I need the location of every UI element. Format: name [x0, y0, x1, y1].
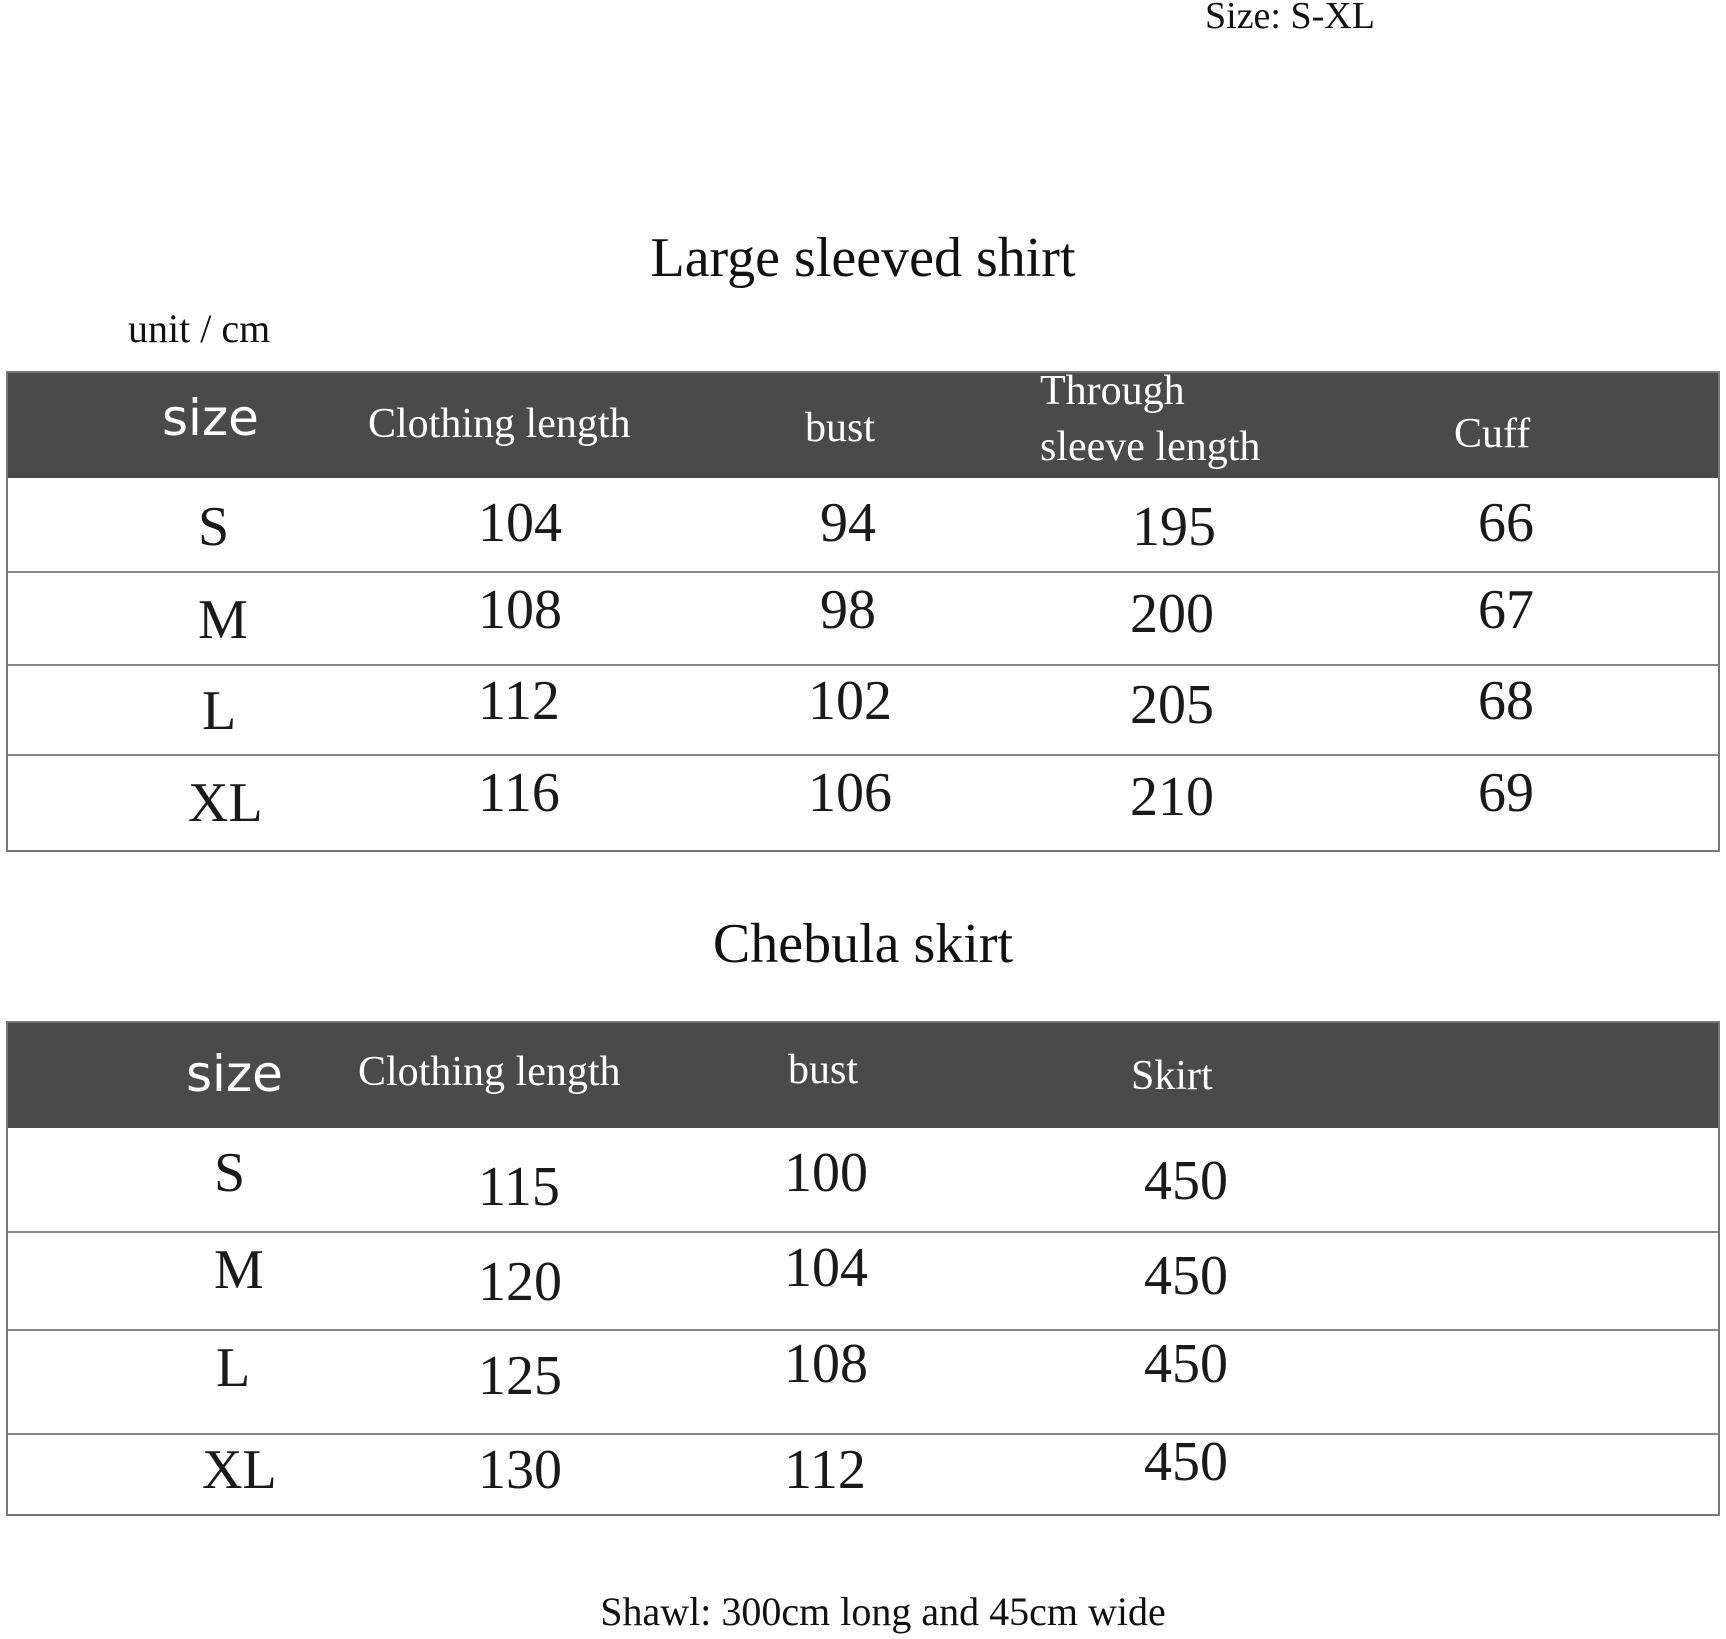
table-header [8, 368, 1718, 478]
cell-size: M [214, 1239, 264, 1301]
cell-clothing-length: 104 [478, 492, 562, 554]
cell-clothing-length: 116 [478, 762, 560, 824]
shawl-note: Shawl: 300cm long and 45cm wide [600, 1589, 1166, 1634]
table-row [8, 1433, 1718, 1516]
table-row [8, 664, 1718, 756]
cell-bust: 98 [820, 579, 876, 641]
cell-clothing-length: 125 [478, 1345, 562, 1407]
cell-bust: 108 [784, 1333, 868, 1395]
cell-bust: 104 [784, 1237, 868, 1299]
skirt-size-table [6, 1021, 1720, 1516]
table-row [8, 1231, 1718, 1331]
cell-size: S [198, 496, 230, 558]
cell-clothing-length: 120 [478, 1251, 562, 1313]
cell-clothing-length: 115 [478, 1156, 560, 1218]
cell-bust: 102 [808, 670, 892, 732]
header-through-sleeve-length [1040, 363, 1260, 475]
cell-bust: 106 [808, 762, 892, 824]
size-range-label: Size: S-XL [1205, 0, 1375, 37]
cell-size: M [198, 589, 248, 651]
shirt-table-title: Large sleeved shirt [650, 227, 1076, 289]
cell-cuff: 68 [1478, 670, 1534, 732]
cell-bust: 100 [784, 1142, 868, 1204]
header-skirt: Skirt [1131, 1053, 1213, 1099]
table-row [8, 571, 1718, 666]
cell-sleeve-length: 205 [1130, 674, 1214, 736]
header-size: size [186, 1045, 283, 1103]
table-row [8, 1329, 1718, 1435]
skirt-table-title: Chebula skirt [712, 913, 1014, 975]
unit-label: unit / cm [128, 306, 271, 351]
table-row [8, 754, 1718, 852]
cell-skirt: 450 [1144, 1245, 1228, 1307]
header-sleeve-length-line: sleeve length [1040, 424, 1261, 470]
header-cuff: Cuff [1454, 411, 1531, 457]
header-bust: bust [805, 405, 876, 451]
table-header [8, 1023, 1718, 1128]
cell-clothing-length: 112 [478, 670, 560, 732]
cell-cuff: 69 [1478, 762, 1534, 824]
shirt-size-table [6, 368, 1720, 852]
cell-size: L [216, 1337, 251, 1399]
cell-bust: 112 [784, 1439, 866, 1501]
cell-clothing-length: 130 [478, 1439, 562, 1501]
cell-size: XL [188, 772, 263, 834]
cell-size: XL [202, 1439, 277, 1501]
cell-bust: 94 [820, 492, 876, 554]
header-size: size [162, 389, 259, 447]
cell-skirt: 450 [1144, 1333, 1228, 1395]
cell-size: S [214, 1142, 246, 1204]
table-row [8, 478, 1718, 571]
cell-skirt: 450 [1144, 1431, 1228, 1493]
cell-sleeve-length: 210 [1130, 766, 1214, 828]
cell-size: L [202, 680, 237, 742]
cell-cuff: 67 [1478, 579, 1534, 641]
cell-sleeve-length: 195 [1132, 496, 1216, 558]
header-clothing-length: Clothing length [358, 1049, 621, 1095]
cell-clothing-length: 108 [478, 579, 562, 641]
cell-cuff: 66 [1478, 492, 1534, 554]
header-clothing-length: Clothing length [368, 401, 631, 447]
header-through-line: Through [1040, 368, 1185, 414]
header-bust: bust [788, 1047, 859, 1093]
table-row [8, 1128, 1718, 1231]
cell-skirt: 450 [1144, 1150, 1228, 1212]
cell-sleeve-length: 200 [1130, 583, 1214, 645]
